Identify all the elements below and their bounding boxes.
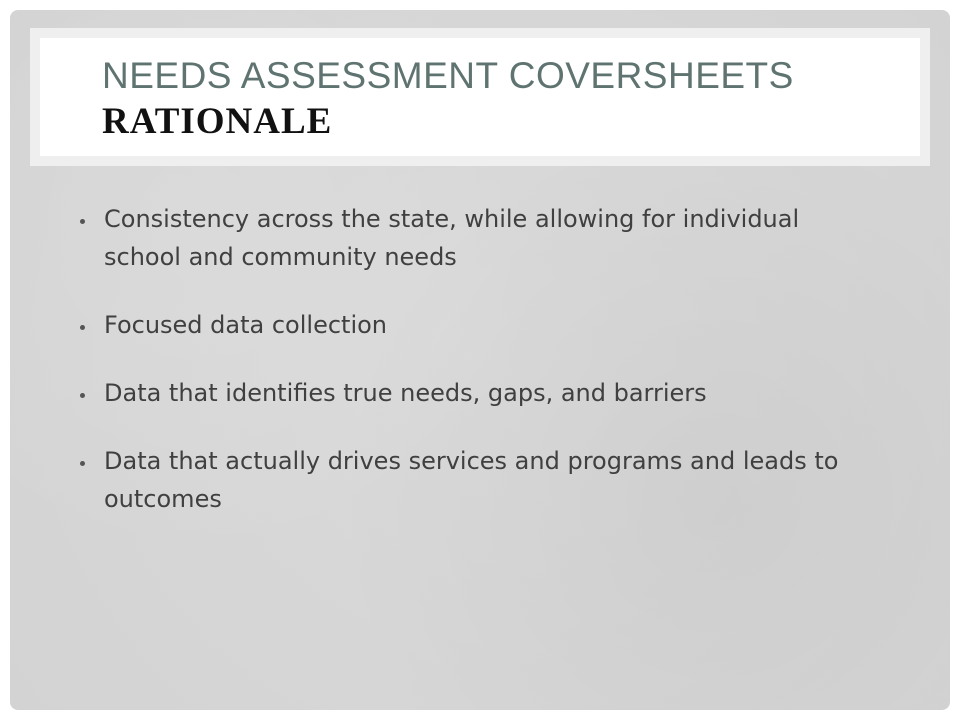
bullet-list <box>80 200 860 548</box>
bullet-text: Data that actually drives services and programs and leads to outcomes <box>104 447 839 513</box>
bullet-dot-icon <box>80 325 85 330</box>
slide-title: NEEDS ASSESSMENT COVERSHEETS <box>102 55 794 96</box>
bullet-item <box>80 442 860 518</box>
title-box <box>30 28 930 166</box>
bullet-dot-icon <box>80 219 85 224</box>
slide <box>10 10 950 710</box>
bullet-item <box>80 374 860 412</box>
bullet-dot-icon <box>80 461 85 466</box>
bullet-text: Data that identifies true needs, gaps, and barriers <box>104 379 707 407</box>
bullet-item <box>80 306 860 344</box>
slide-subtitle: RATIONALE <box>102 101 333 142</box>
title-area <box>40 38 920 156</box>
bullet-text: Consistency across the state, while allowing for individual school and community needs <box>104 205 800 271</box>
bullet-dot-icon <box>80 393 85 398</box>
bullet-item <box>80 200 860 276</box>
bullet-text: Focused data collection <box>104 311 388 339</box>
